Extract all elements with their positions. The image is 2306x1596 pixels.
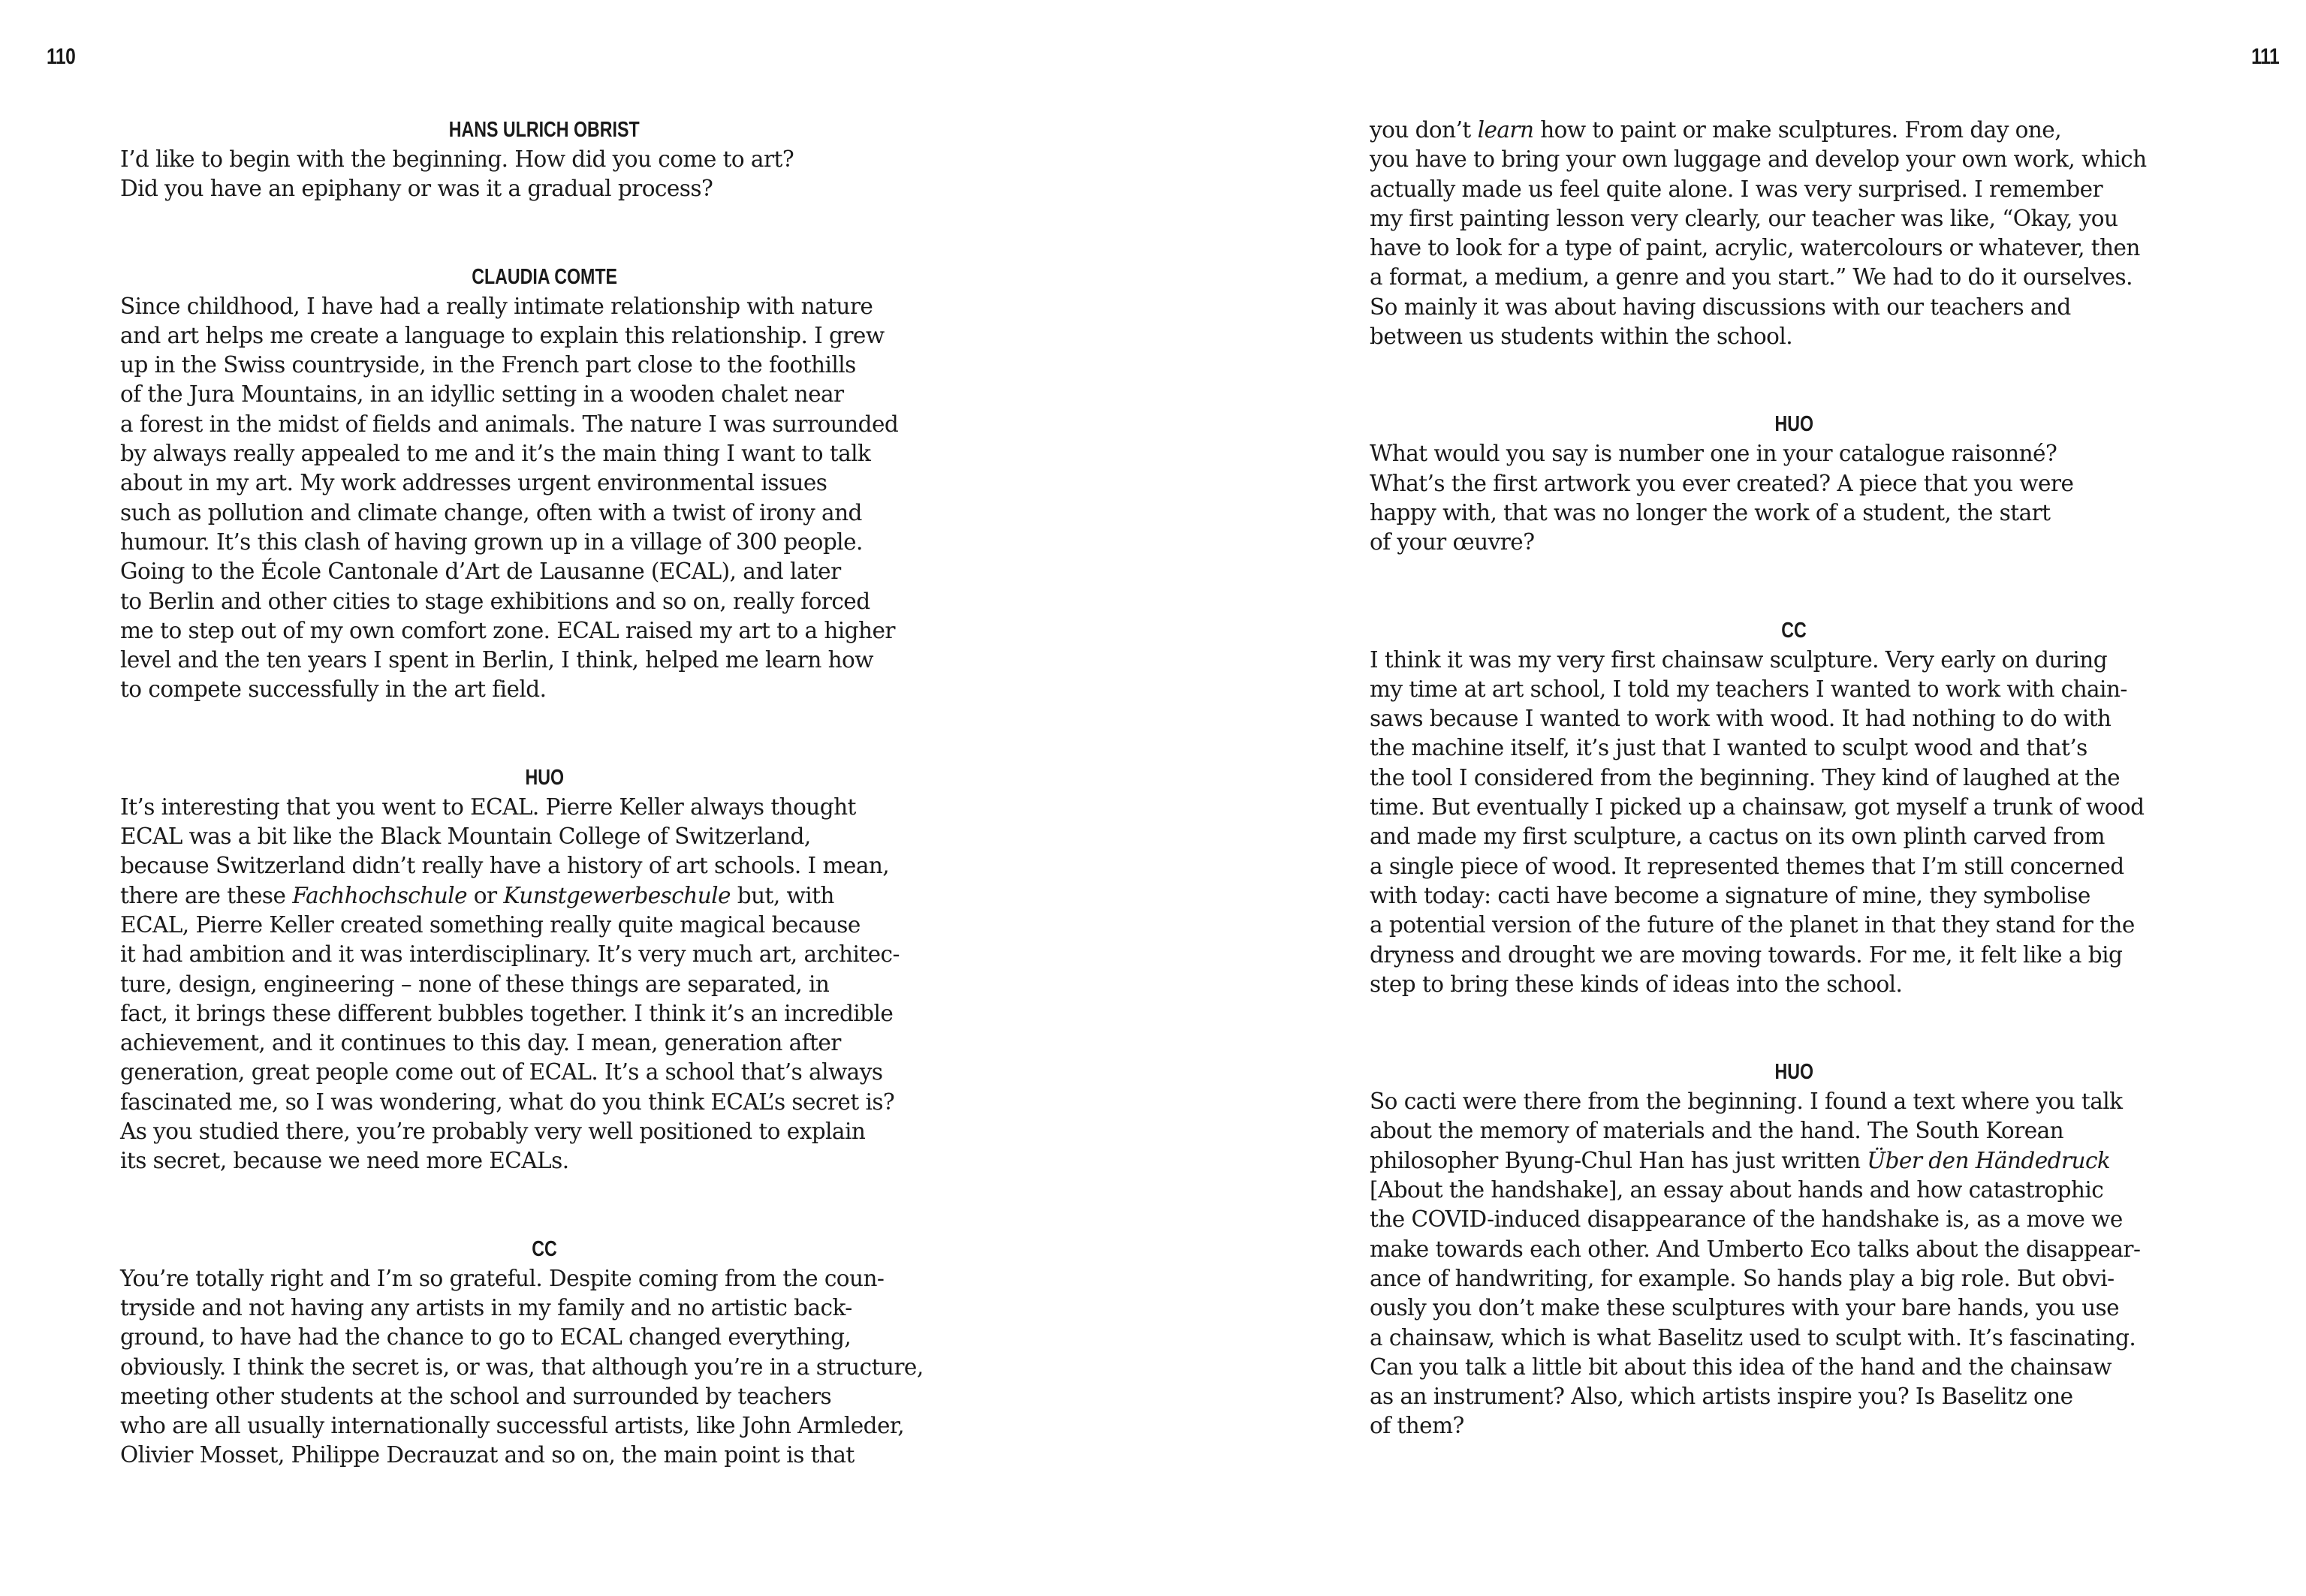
text-run: up in the Swiss countryside, in the French part close to the foothills (120, 352, 856, 378)
text-line (120, 557, 969, 586)
text-run: happy with, that was no longer the work of a student, the start (1370, 499, 2051, 525)
text-line (120, 1117, 969, 1146)
text-run: ture, design, engineering – none of these things are separated, in (120, 971, 830, 997)
text-run: or (466, 882, 504, 908)
text-run: of the Jura Mountains, in an idyllic setting in a wooden chalet near (120, 381, 844, 408)
text-line (120, 439, 969, 468)
text-run: because Switzerland didn’t really have a history of art schools. I mean, (120, 853, 890, 879)
interview-block (120, 1235, 969, 1471)
interview-block (120, 763, 969, 1176)
text-run: step to bring these kinds of ideas into the school. (1370, 971, 1903, 997)
text-run: What would you say is number one in your catalogue raisonné? (1370, 441, 2057, 467)
text-run: have to look for a type of paint, acrylic, watercolours or whatever, then (1370, 235, 2140, 261)
text-line (1370, 1264, 2218, 1293)
text-run: me to step out of my own comfort zone. ECAL raised my art to a higher (120, 617, 895, 643)
text-run: I’d like to begin with the beginning. How did you come to art? (120, 146, 794, 172)
text-run: about the memory of materials and the hand. The South Korean (1370, 1118, 2064, 1144)
text-line (1370, 970, 2218, 999)
text-run: actually made us feel quite alone. I was very surprised. I remember (1370, 176, 2103, 202)
text-run: It’s interesting that you went to ECAL. Pierre Keller always thought (120, 793, 856, 820)
text-line (120, 999, 969, 1028)
text-run: make towards each other. And Umberto Eco talks about the disappear- (1370, 1236, 2141, 1262)
text-run: of your œuvre? (1370, 529, 1535, 556)
italic-title: learn (1477, 117, 1534, 143)
text-line (1370, 704, 2218, 733)
text-run: there are these (120, 882, 293, 908)
text-line (120, 468, 969, 498)
speaker-heading (120, 1235, 969, 1264)
speaker-name: CC (1781, 618, 1807, 643)
speaker-name: HUO (1774, 412, 1813, 437)
text-run: my first painting lesson very clearly, our teacher was like, “Okay, you (1370, 205, 2118, 231)
text-line (120, 1353, 969, 1382)
text-run: a single piece of wood. It represented themes that I’m still concerned (1370, 853, 2124, 879)
text-run: a format, a medium, a genre and you start.” We had to do it ourselves. (1370, 264, 2133, 291)
text-run: fascinated me, so I was wondering, what do you think ECAL’s secret is? (120, 1089, 895, 1115)
text-line (120, 1382, 969, 1411)
text-run: between us students within the school. (1370, 324, 1793, 350)
text-run: the COVID-induced disappearance of the handshake is, as a move we (1370, 1206, 2123, 1233)
text-line (1370, 852, 2218, 881)
text-run: you have to bring your own luggage and develop your own work, which (1370, 146, 2147, 173)
text-line (1370, 145, 2218, 174)
text-line (1370, 116, 2218, 145)
text-run: fact, it brings these different bubbles together. I think it’s an incredible (120, 1000, 894, 1026)
text-run: level and the ten years I spent in Berlin, I think, helped me learn how (120, 647, 873, 673)
text-run: who are all usually internationally successful artists, like John Armleder, (120, 1413, 905, 1439)
text-line (120, 1088, 969, 1117)
interview-block (1370, 116, 2218, 351)
text-line (1370, 675, 2218, 704)
text-run: ground, to have had the chance to go to ECAL changed everything, (120, 1324, 852, 1351)
text-run: the machine itself, it’s just that I wanted to sculpt wood and that’s (1370, 735, 2087, 761)
text-line (1370, 1411, 2218, 1441)
text-line (120, 1411, 969, 1441)
text-line (1370, 911, 2218, 940)
speaker-name: HUO (525, 765, 564, 790)
text-run: So cacti were there from the beginning. I found a text where you talk (1370, 1089, 2123, 1115)
speaker-heading (120, 116, 969, 145)
text-run: meeting other students at the school and surrounded by teachers (120, 1383, 832, 1409)
text-run: Since childhood, I have had a really intimate relationship with nature (120, 293, 873, 319)
speaker-heading (120, 763, 969, 793)
text-line (120, 881, 969, 911)
interview-block (1370, 410, 2218, 557)
text-line (1370, 204, 2218, 233)
text-line (120, 1028, 969, 1058)
text-line (1370, 1205, 2218, 1234)
text-run: ance of handwriting, for example. So hands play a big role. But obvi- (1370, 1265, 2115, 1291)
text-run: to compete successfully in the art field. (120, 676, 547, 703)
text-run: saws because I wanted to work with wood. It had nothing to do with (1370, 706, 2112, 732)
text-line (120, 616, 969, 646)
text-run: time. But eventually I picked up a chainsaw, got myself a trunk of wood (1370, 794, 2145, 821)
italic-title: Über den Händedruck (1867, 1147, 2111, 1173)
text-line (120, 646, 969, 675)
text-line (120, 528, 969, 557)
left-page-column (120, 116, 969, 1471)
text-line (1370, 469, 2218, 498)
text-line (120, 292, 969, 321)
text-run: As you studied there, you’re probably very well positioned to explain (120, 1119, 866, 1145)
text-line (1370, 1293, 2218, 1323)
text-line (1370, 293, 2218, 322)
text-line (1370, 822, 2218, 851)
interview-block (120, 263, 969, 705)
text-line (1370, 1323, 2218, 1353)
text-run: and art helps me create a language to explain this relationship. I grew (120, 322, 885, 348)
text-run: ECAL, Pierre Keller created something really quite magical because (120, 911, 861, 938)
text-line (120, 1293, 969, 1323)
text-run: Did you have an epiphany or was it a gradual process? (120, 176, 713, 202)
text-run: obviously. I think the secret is, or was, that although you’re in a structure, (120, 1354, 924, 1380)
text-line (1370, 175, 2218, 204)
text-run: Can you talk a little bit about this idea of the hand and the chainsaw (1370, 1354, 2112, 1380)
text-run: What’s the first artwork you ever created? A piece that you were (1370, 470, 2074, 496)
text-line (120, 145, 969, 174)
italic-title: Fachhochschule (292, 882, 467, 908)
text-line (1370, 1353, 2218, 1382)
text-run: So mainly it was about having discussions with our teachers and (1370, 294, 2071, 320)
text-line (1370, 233, 2218, 263)
text-line (120, 970, 969, 999)
text-line (120, 380, 969, 409)
speaker-name: CLAUDIA COMTE (472, 264, 617, 289)
text-run: with today: cacti have become a signature of mine, they symbolise (1370, 882, 2090, 908)
text-run: dryness and drought we are moving towards. For me, it felt like a big (1370, 941, 2123, 968)
text-line (120, 174, 969, 203)
text-line (120, 911, 969, 940)
text-run: ECAL was a bit like the Black Mountain College of Switzerland, (120, 824, 811, 850)
interview-block (1370, 1058, 2218, 1441)
text-line (1370, 528, 2218, 557)
text-line (1370, 263, 2218, 292)
text-line (1370, 498, 2218, 528)
text-line (120, 793, 969, 822)
text-line (120, 351, 969, 380)
text-run: and made my first sculpture, a cactus on its own plinth carved from (1370, 824, 2105, 850)
text-line (1370, 793, 2218, 822)
text-line (1370, 1176, 2218, 1205)
text-line (120, 410, 969, 439)
text-line (1370, 1146, 2218, 1176)
text-line (120, 1146, 969, 1176)
text-run: how to paint or make sculptures. From day one, (1533, 117, 2062, 143)
interview-block (1370, 616, 2218, 1000)
text-run: about in my art. My work addresses urgent environmental issues (120, 470, 827, 496)
text-line (120, 1323, 969, 1352)
speaker-name: HUO (1774, 1060, 1813, 1085)
text-run: a chainsaw, which is what Baselitz used to sculpt with. It’s fascinating. (1370, 1324, 2136, 1351)
text-run: the tool I considered from the beginning. They kind of laughed at the (1370, 764, 2121, 790)
text-line (1370, 1235, 2218, 1264)
text-line (1370, 322, 2218, 351)
text-line (120, 675, 969, 704)
text-run: of them? (1370, 1413, 1464, 1439)
text-run: humour. It’s this clash of having grown up in a village of 300 people. (120, 528, 863, 555)
speaker-name: HANS ULRICH OBRIST (449, 118, 640, 142)
text-run: you don’t (1370, 117, 1478, 143)
text-line (1370, 1382, 2218, 1411)
text-line (120, 851, 969, 881)
text-run: achievement, and it continues to this day. I mean, generation after (120, 1030, 841, 1056)
italic-title: Kunstgewerbeschule (503, 882, 731, 908)
text-run: I think it was my very first chainsaw sculpture. Very early on during (1370, 646, 2108, 673)
text-line (120, 1264, 969, 1293)
text-line (120, 498, 969, 528)
text-run: as an instrument? Also, which artists inspire you? Is Baselitz one (1370, 1384, 2073, 1410)
speaker-name: CC (532, 1236, 557, 1261)
right-page-column (1370, 116, 2218, 1441)
text-run: my time at art school, I told my teachers I wanted to work with chain- (1370, 676, 2127, 702)
text-run: it had ambition and it was interdisciplinary. It’s very much art, architec- (120, 941, 900, 968)
text-run: by always really appealed to me and it’s the main thing I want to talk (120, 441, 871, 467)
text-run: a potential version of the future of the planet in that they stand for the (1370, 912, 2135, 938)
text-line (120, 1441, 969, 1470)
text-line (120, 822, 969, 851)
text-line (120, 321, 969, 351)
text-run: a forest in the midst of fields and animals. The nature I was surrounded (120, 411, 899, 437)
text-line (1370, 941, 2218, 970)
text-run: tryside and not having any artists in my family and no artistic back- (120, 1294, 852, 1320)
text-run: Olivier Mosset, Philippe Decrauzat and so on, the main point is that (120, 1442, 855, 1468)
text-run: [About the handshake], an essay about hands and how catastrophic (1370, 1177, 2104, 1203)
text-line (1370, 733, 2218, 763)
text-line (120, 587, 969, 616)
interview-block (120, 116, 969, 204)
text-run: to Berlin and other cities to stage exhibitions and so on, really forced (120, 588, 870, 614)
speaker-heading (1370, 1058, 2218, 1087)
page-number-right: 111 (2250, 44, 2279, 69)
text-run: its secret, because we need more ECALs. (120, 1148, 569, 1174)
speaker-heading (120, 263, 969, 292)
text-line (1370, 439, 2218, 468)
text-run: ously you don’t make these sculptures with your bare hands, you use (1370, 1295, 2120, 1321)
text-run: generation, great people come out of ECAL. It’s a school that’s always (120, 1059, 883, 1086)
speaker-heading (1370, 616, 2218, 646)
text-run: but, with (730, 882, 834, 908)
text-run: Going to the École Cantonale d’Art de Lausanne (ECAL), and later (120, 559, 841, 585)
speaker-heading (1370, 410, 2218, 439)
text-run: such as pollution and climate change, often with a twist of irony and (120, 499, 862, 525)
text-line (1370, 763, 2218, 793)
text-run: You’re totally right and I’m so grateful. Despite coming from the coun- (120, 1265, 885, 1291)
text-run: philosopher Byung-Chul Han has just written (1370, 1147, 1867, 1173)
page-number-left: 110 (47, 44, 76, 69)
text-line (1370, 881, 2218, 911)
text-line (1370, 1087, 2218, 1116)
text-line (120, 1058, 969, 1087)
text-line (1370, 646, 2218, 675)
text-line (1370, 1116, 2218, 1146)
text-line (120, 940, 969, 969)
